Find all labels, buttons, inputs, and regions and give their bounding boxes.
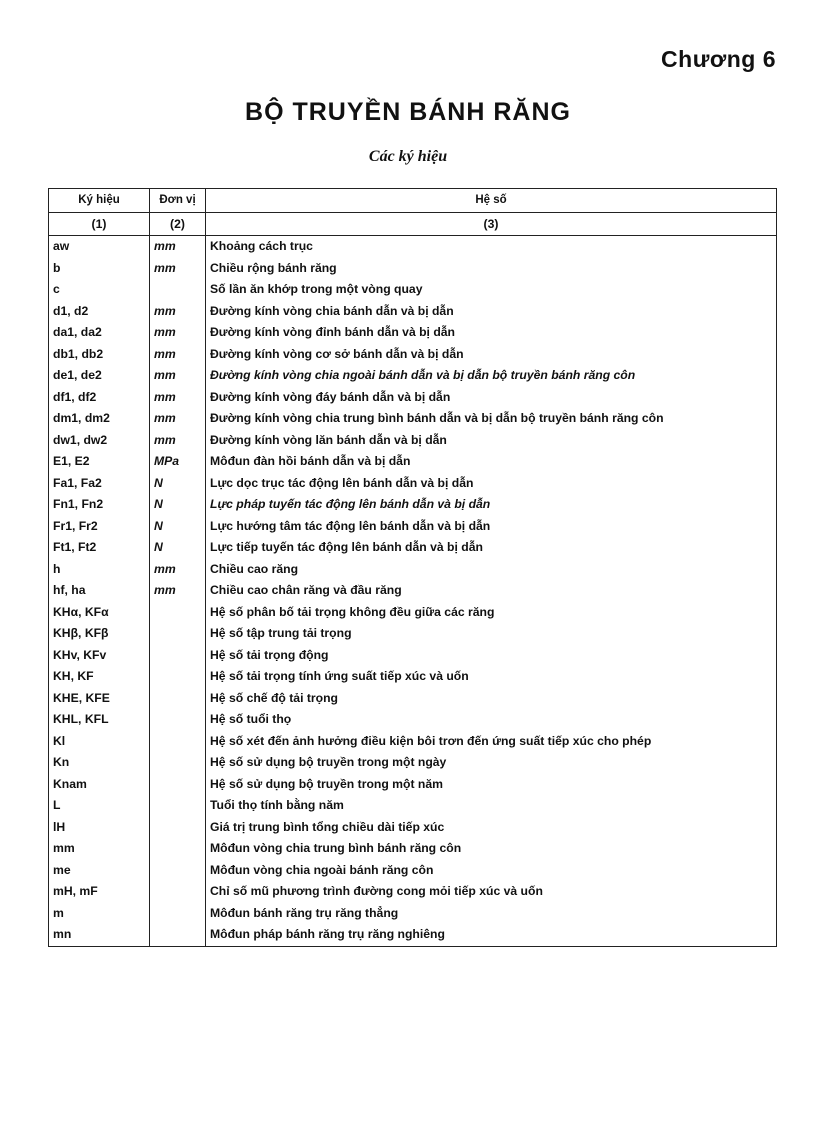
unit-cell	[150, 903, 206, 925]
table-row	[49, 903, 777, 925]
symbol-cell: df1, df2	[49, 387, 150, 409]
unit-cell	[150, 924, 206, 946]
table-row	[49, 408, 777, 430]
description-cell: Đường kính vòng lăn bánh dẫn và bị dẫn	[206, 430, 777, 452]
table-row	[49, 301, 777, 323]
table-row	[49, 838, 777, 860]
header-unit: Đơn vị	[150, 189, 206, 213]
description-cell: Hệ số sử dụng bộ truyền trong một ngày	[206, 752, 777, 774]
description-cell: Hệ số tuổi thọ	[206, 709, 777, 731]
symbol-cell: Kl	[49, 731, 150, 753]
table-row	[49, 537, 777, 559]
table-row	[49, 881, 777, 903]
symbol-cell: Kn	[49, 752, 150, 774]
description-cell: Hệ số xét đến ảnh hưởng điều kiện bôi trơn đến ứng suất tiếp xúc cho phép	[206, 731, 777, 753]
symbol-cell: Fn1, Fn2	[49, 494, 150, 516]
table-row	[49, 795, 777, 817]
table-row	[49, 752, 777, 774]
symbol-cell: me	[49, 860, 150, 882]
unit-cell	[150, 817, 206, 839]
description-cell: Hệ số sử dụng bộ truyền trong một năm	[206, 774, 777, 796]
table-row	[49, 688, 777, 710]
unit-cell: mm	[150, 365, 206, 387]
table-row	[49, 236, 777, 258]
unit-cell	[150, 795, 206, 817]
unit-cell: mm	[150, 387, 206, 409]
table-row	[49, 279, 777, 301]
header-coefficient: Hệ số	[206, 189, 777, 213]
unit-cell: N	[150, 516, 206, 538]
symbol-cell: mH, mF	[49, 881, 150, 903]
table-row	[49, 645, 777, 667]
unit-cell	[150, 279, 206, 301]
table-index-row	[49, 213, 777, 236]
description-cell: Chiều cao răng	[206, 559, 777, 581]
unit-cell: mm	[150, 580, 206, 602]
table-row	[49, 774, 777, 796]
unit-cell: N	[150, 537, 206, 559]
unit-cell	[150, 752, 206, 774]
symbol-cell: m	[49, 903, 150, 925]
unit-cell	[150, 838, 206, 860]
symbol-cell: Ft1, Ft2	[49, 537, 150, 559]
symbol-cell: Fa1, Fa2	[49, 473, 150, 495]
symbol-cell: KHα, KFα	[49, 602, 150, 624]
description-cell: Đường kính vòng chia ngoài bánh dẫn và bị dẫn bộ truyền bánh răng côn	[206, 365, 777, 387]
symbol-cell: KHL, KFL	[49, 709, 150, 731]
table-row	[49, 322, 777, 344]
symbol-cell: KHv, KFv	[49, 645, 150, 667]
symbol-cell: L	[49, 795, 150, 817]
description-cell: Hệ số tải trọng tính ứng suất tiếp xúc và uốn	[206, 666, 777, 688]
unit-cell: mm	[150, 559, 206, 581]
unit-cell: mm	[150, 322, 206, 344]
description-cell: Chỉ số mũ phương trình đường cong mỏi tiếp xúc và uốn	[206, 881, 777, 903]
description-cell: Lực dọc trục tác động lên bánh dẫn và bị dẫn	[206, 473, 777, 495]
description-cell: Tuổi thọ tính bằng năm	[206, 795, 777, 817]
symbol-cell: dm1, dm2	[49, 408, 150, 430]
unit-cell	[150, 602, 206, 624]
symbol-cell: c	[49, 279, 150, 301]
page-subtitle: Các ký hiệu	[368, 148, 448, 165]
index-col-1: (1)	[49, 213, 150, 236]
unit-cell	[150, 860, 206, 882]
symbol-cell: aw	[49, 236, 150, 258]
symbol-cell: h	[49, 559, 150, 581]
symbol-cell: mm	[49, 838, 150, 860]
unit-cell	[150, 645, 206, 667]
table-row	[49, 430, 777, 452]
table-row	[49, 559, 777, 581]
table-row	[49, 623, 777, 645]
table-row	[49, 860, 777, 882]
symbol-cell: Fr1, Fr2	[49, 516, 150, 538]
unit-cell: mm	[150, 344, 206, 366]
description-cell: Môđun pháp bánh răng trụ răng nghiêng	[206, 924, 777, 946]
unit-cell	[150, 688, 206, 710]
description-cell: Hệ số tập trung tải trọng	[206, 623, 777, 645]
table-header-row	[49, 189, 777, 213]
description-cell: Môđun vòng chia trung bình bánh răng côn	[206, 838, 777, 860]
unit-cell	[150, 623, 206, 645]
table-row	[49, 580, 777, 602]
table-row	[49, 344, 777, 366]
description-cell: Đường kính vòng chia bánh dẫn và bị dẫn	[206, 301, 777, 323]
symbol-cell: Knam	[49, 774, 150, 796]
symbol-cell: KHβ, KFβ	[49, 623, 150, 645]
table-row	[49, 817, 777, 839]
description-cell: Môđun đàn hồi bánh dẫn và bị dẫn	[206, 451, 777, 473]
symbol-cell: lH	[49, 817, 150, 839]
description-cell: Đường kính vòng cơ sở bánh dẫn và bị dẫn	[206, 344, 777, 366]
table-row	[49, 602, 777, 624]
header-symbol: Ký hiệu	[49, 189, 150, 213]
table-row	[49, 451, 777, 473]
unit-cell: mm	[150, 430, 206, 452]
table-row	[49, 365, 777, 387]
description-cell: Số lần ăn khớp trong một vòng quay	[206, 279, 777, 301]
unit-cell: mm	[150, 408, 206, 430]
symbol-cell: da1, da2	[49, 322, 150, 344]
symbol-cell: de1, de2	[49, 365, 150, 387]
unit-cell	[150, 731, 206, 753]
description-cell: Lực hướng tâm tác động lên bánh dẫn và bị dẫn	[206, 516, 777, 538]
unit-cell	[150, 666, 206, 688]
table-row	[49, 731, 777, 753]
table-row	[49, 473, 777, 495]
table-row	[49, 494, 777, 516]
unit-cell	[150, 774, 206, 796]
symbols-table	[48, 188, 777, 947]
symbol-cell: E1, E2	[49, 451, 150, 473]
description-cell: Đường kính vòng chia trung bình bánh dẫn và bị dẫn bộ truyền bánh răng côn	[206, 408, 777, 430]
chapter-label: Chương 6	[661, 46, 776, 72]
symbol-cell: db1, db2	[49, 344, 150, 366]
unit-cell	[150, 881, 206, 903]
table-row	[49, 709, 777, 731]
description-cell: Hệ số phân bố tải trọng không đều giữa các răng	[206, 602, 777, 624]
symbol-cell: dw1, dw2	[49, 430, 150, 452]
description-cell: Môđun vòng chia ngoài bánh răng côn	[206, 860, 777, 882]
description-cell: Chiều cao chân răng và đầu răng	[206, 580, 777, 602]
description-cell: Chiều rộng bánh răng	[206, 258, 777, 280]
unit-cell: MPa	[150, 451, 206, 473]
unit-cell: mm	[150, 301, 206, 323]
table-row	[49, 258, 777, 280]
symbol-cell: b	[49, 258, 150, 280]
unit-cell: mm	[150, 236, 206, 258]
unit-cell: N	[150, 494, 206, 516]
description-cell: Hệ số tải trọng động	[206, 645, 777, 667]
table-row	[49, 666, 777, 688]
description-cell: Hệ số chế độ tải trọng	[206, 688, 777, 710]
table-row	[49, 516, 777, 538]
index-col-3: (3)	[206, 213, 777, 236]
table-row	[49, 924, 777, 946]
description-cell: Khoảng cách trục	[206, 236, 777, 258]
symbol-cell: mn	[49, 924, 150, 946]
unit-cell	[150, 709, 206, 731]
description-cell: Đường kính vòng đỉnh bánh dẫn và bị dẫn	[206, 322, 777, 344]
table-row	[49, 387, 777, 409]
symbol-cell: KH, KF	[49, 666, 150, 688]
description-cell: Môđun bánh răng trụ răng thẳng	[206, 903, 777, 925]
index-col-2: (2)	[150, 213, 206, 236]
symbol-cell: KHE, KFE	[49, 688, 150, 710]
description-cell: Lực tiếp tuyến tác động lên bánh dẫn và bị dẫn	[206, 537, 777, 559]
unit-cell: N	[150, 473, 206, 495]
description-cell: Lực pháp tuyến tác động lên bánh dẫn và bị dẫn	[206, 494, 777, 516]
unit-cell: mm	[150, 258, 206, 280]
description-cell: Đường kính vòng đáy bánh dẫn và bị dẫn	[206, 387, 777, 409]
symbol-cell: d1, d2	[49, 301, 150, 323]
symbol-cell: hf, ha	[49, 580, 150, 602]
description-cell: Giá trị trung bình tổng chiều dài tiếp xúc	[206, 817, 777, 839]
page-title: BỘ TRUYỀN BÁNH RĂNG	[245, 98, 571, 126]
